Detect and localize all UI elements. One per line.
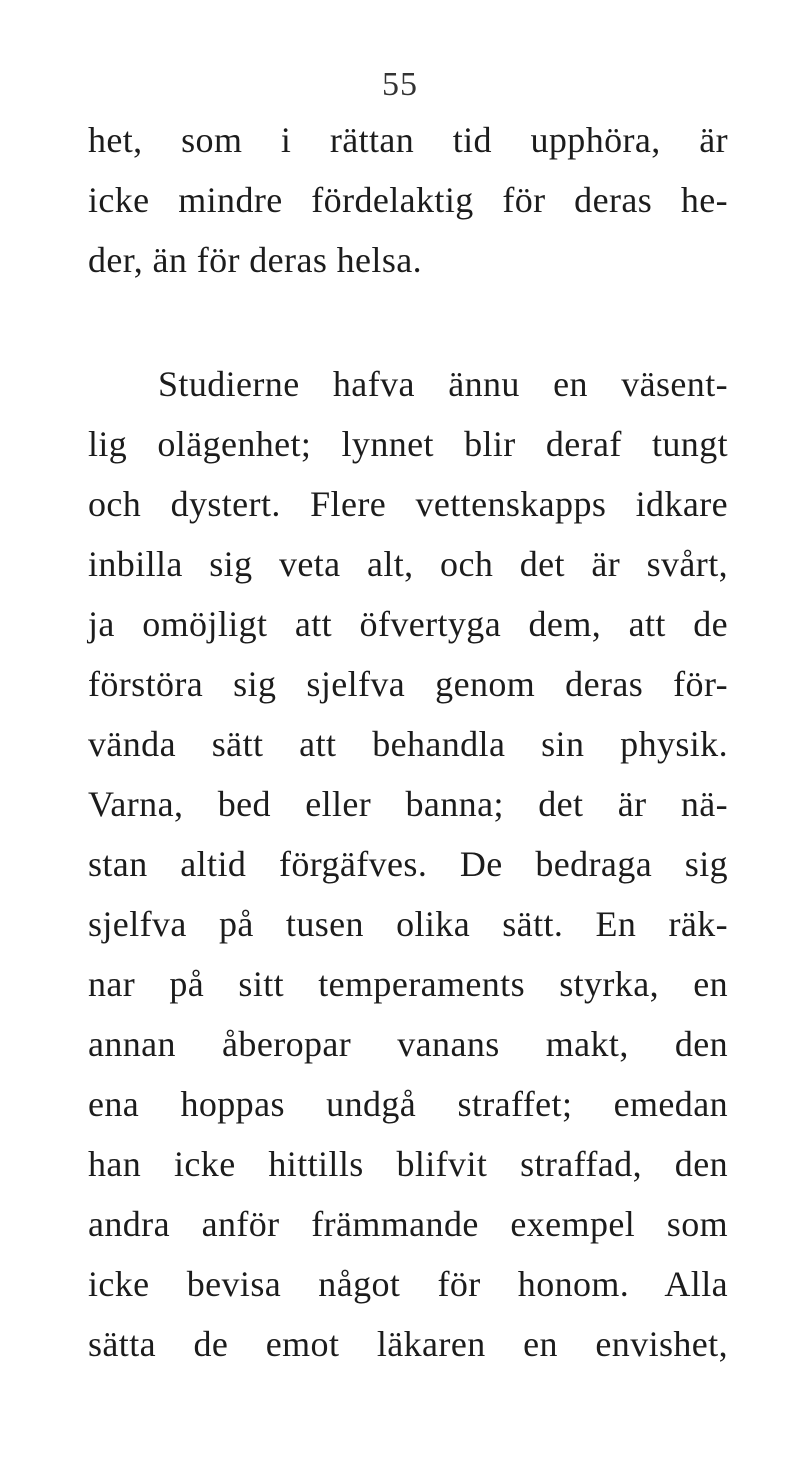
text-line: nar på sitt temperaments styrka, en [88,964,728,1004]
text-line: der, än för deras helsa. [88,240,423,280]
text-line: Varna, bed eller banna; det är nä- [88,784,728,824]
text-line: stan altid förgäfves. De bedraga sig [88,844,728,884]
text-line: het, som i rättan tid upphöra, är [88,120,728,160]
text-line: vända sätt att behandla sin physik. [88,724,728,764]
text-line: Studierne hafva ännu en väsent- [158,364,728,404]
text-line: annan åberopar vanans makt, den [88,1024,728,1064]
text-line: ena hoppas undgå straffet; emedan [88,1084,728,1124]
text-line: icke bevisa något för honom. Alla [88,1264,728,1304]
text-line: andra anför främmande exempel som [88,1204,728,1244]
text-line: icke mindre fördelaktig för deras he- [88,180,728,220]
text-line: och dystert. Flere vettenskapps idkare [88,484,728,524]
page-number: 55 [382,66,418,103]
body-text [88,110,728,1374]
text-line: sjelfva på tusen olika sätt. En räk- [88,904,728,944]
text-line: förstöra sig sjelfva genom deras för- [88,664,728,704]
text-line: lig olägenhet; lynnet blir deraf tungt [88,424,728,464]
paragraph-2 [88,354,728,1374]
text-line: sätta de emot läkaren en envishet, [88,1324,728,1364]
paragraph-1 [88,110,728,290]
text-line: inbilla sig veta alt, och det är svårt, [88,544,728,584]
text-line: han icke hittills blifvit straffad, den [88,1144,728,1184]
text-line: ja omöjligt att öfvertyga dem, att de [88,604,728,644]
